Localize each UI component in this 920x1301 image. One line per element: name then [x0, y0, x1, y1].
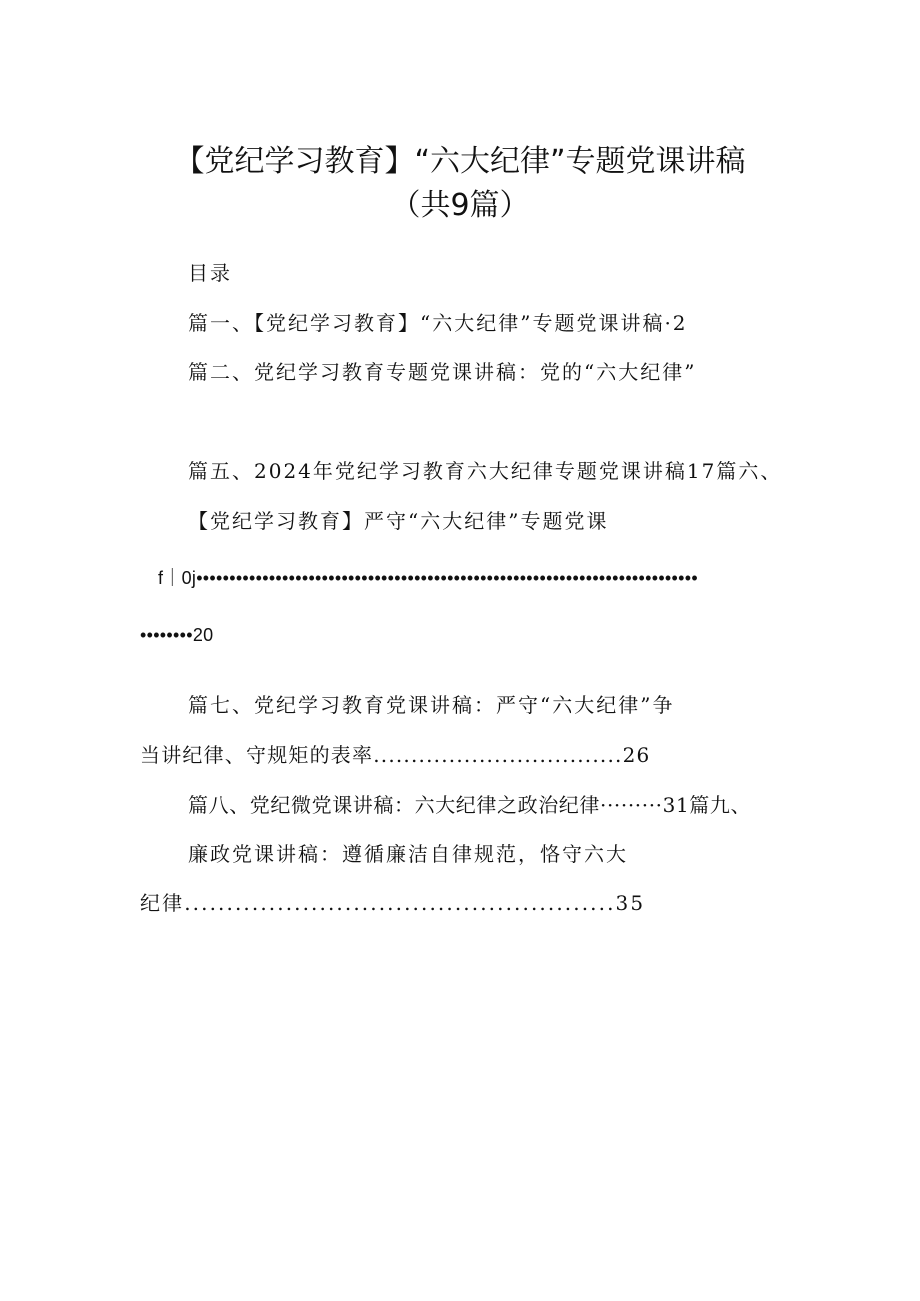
document-title-line-2: （共9篇）	[390, 188, 530, 223]
toc-entry-9-page: 纪律...................................................35	[140, 891, 646, 915]
document-title-line-1: 【党纪学习教育】“六大纪律”专题党课讲稿	[174, 144, 746, 179]
toc-entry-9-title: 廉政党课讲稿：遵循廉洁自律规范，恪守六大	[188, 842, 628, 866]
toc-entry-6-page: ••••••••20	[140, 625, 214, 645]
toc-entry-2: 篇二、党纪学习教育专题党课讲稿：党的“六大纪律”	[188, 360, 697, 384]
toc-entry-7-page: 当讲纪律、守规矩的表率.................................26	[140, 743, 651, 767]
toc-entry-8: 篇八、党纪微党课讲稿：六大纪律之政治纪律·········31篇九、	[188, 793, 752, 817]
toc-entry-5: 篇五、2024年党纪学习教育六大纪律专题党课讲稿17篇六、	[188, 459, 783, 483]
toc-heading: 目录	[188, 261, 232, 285]
toc-entry-7-title: 篇七、党纪学习教育党课讲稿：严守“六大纪律”争	[188, 693, 675, 717]
toc-entry-1: 篇一、【党纪学习教育】“六大纪律”专题党课讲稿·2	[188, 311, 688, 335]
toc-entry-6-leader: f｜0j••••••••••••••••••••••••••••••••••••••••••••••••••••••••••••••••••••••••••••	[158, 568, 698, 588]
toc-entry-6-title: 【党纪学习教育】严守“六大纪律”专题党课	[188, 509, 609, 533]
